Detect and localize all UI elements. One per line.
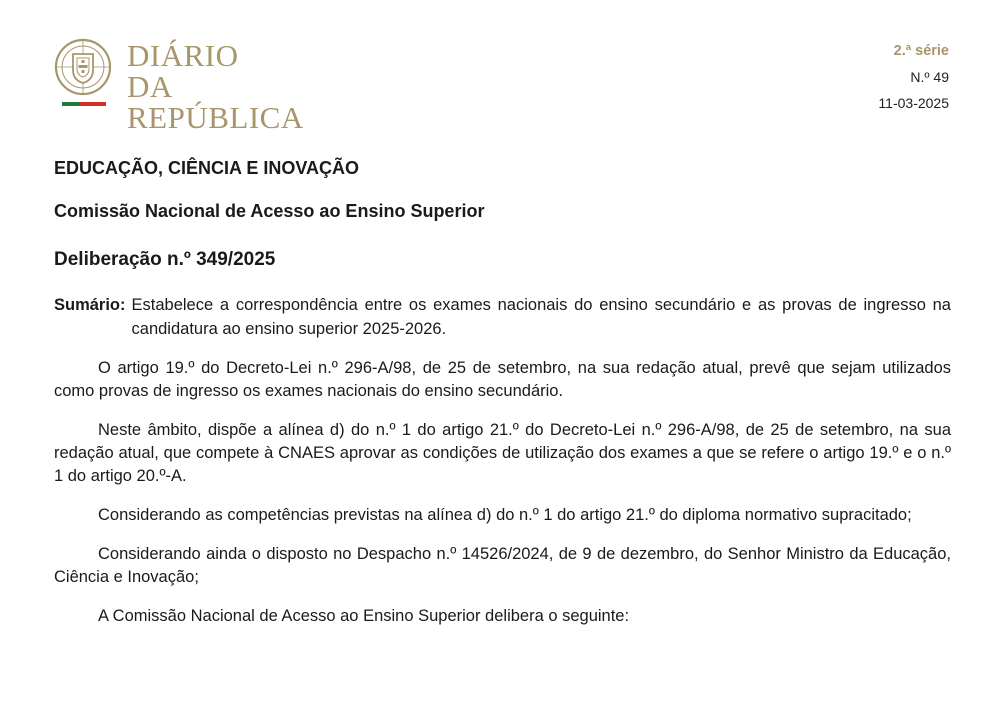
summary-text: Estabelece a correspondência entre os exames nacionais do ensino secundário e as provas de ingresso na candidatura ao ensino superior 2025-2026. <box>131 296 951 338</box>
body-paragraph: A Comissão Nacional de Acesso ao Ensino Superior delibera o seguinte: <box>98 607 630 625</box>
diario-republica-logo <box>54 38 354 135</box>
entity-heading: Comissão Nacional de Acesso ao Ensino Superior <box>54 201 485 221</box>
masthead-line-2: DA REPÚBLICA <box>127 69 304 135</box>
masthead-title <box>127 40 354 133</box>
masthead-line-1: DIÁRIO <box>127 38 239 73</box>
issue-info <box>878 38 949 116</box>
summary-block <box>54 293 951 341</box>
body-paragraph: Considerando ainda o disposto no Despacho n.º 14526/2024, de 9 de dezembro, do Senhor Ministro da Educação, Ciência e Inovação; <box>54 545 951 586</box>
document-body <box>54 156 951 628</box>
body-paragraph: Neste âmbito, dispõe a alínea d) do n.º 1 do artigo 21.º do Decreto-Lei n.º 296-A/98, de 25 de setembro, na sua redação atual, que compete à CNAES aprovar as condições de utilização dos exames a que se refere o artigo 19.º e o n.º 1 do artigo 20.º-A. <box>54 421 951 485</box>
summary-label: Sumário: <box>54 296 126 314</box>
serie-label: 2.ª série <box>893 43 949 59</box>
issue-number: N.º 49 <box>910 69 949 85</box>
ministry-heading: EDUCAÇÃO, CIÊNCIA E INOVAÇÃO <box>54 158 360 178</box>
republic-emblem-icon <box>54 38 116 108</box>
issue-date: 11-03-2025 <box>878 95 949 111</box>
deliberation-title: Deliberação n.º 349/2025 <box>54 249 276 270</box>
body-paragraph: O artigo 19.º do Decreto-Lei n.º 296-A/98, de 25 de setembro, na sua redação atual, prevê que sejam utilizados como provas de ingresso os exames nacionais do ensino secundário. <box>54 359 951 400</box>
body-paragraph: Considerando as competências previstas na alínea d) do n.º 1 do artigo 21.º do diploma normativo supracitado; <box>98 506 912 524</box>
